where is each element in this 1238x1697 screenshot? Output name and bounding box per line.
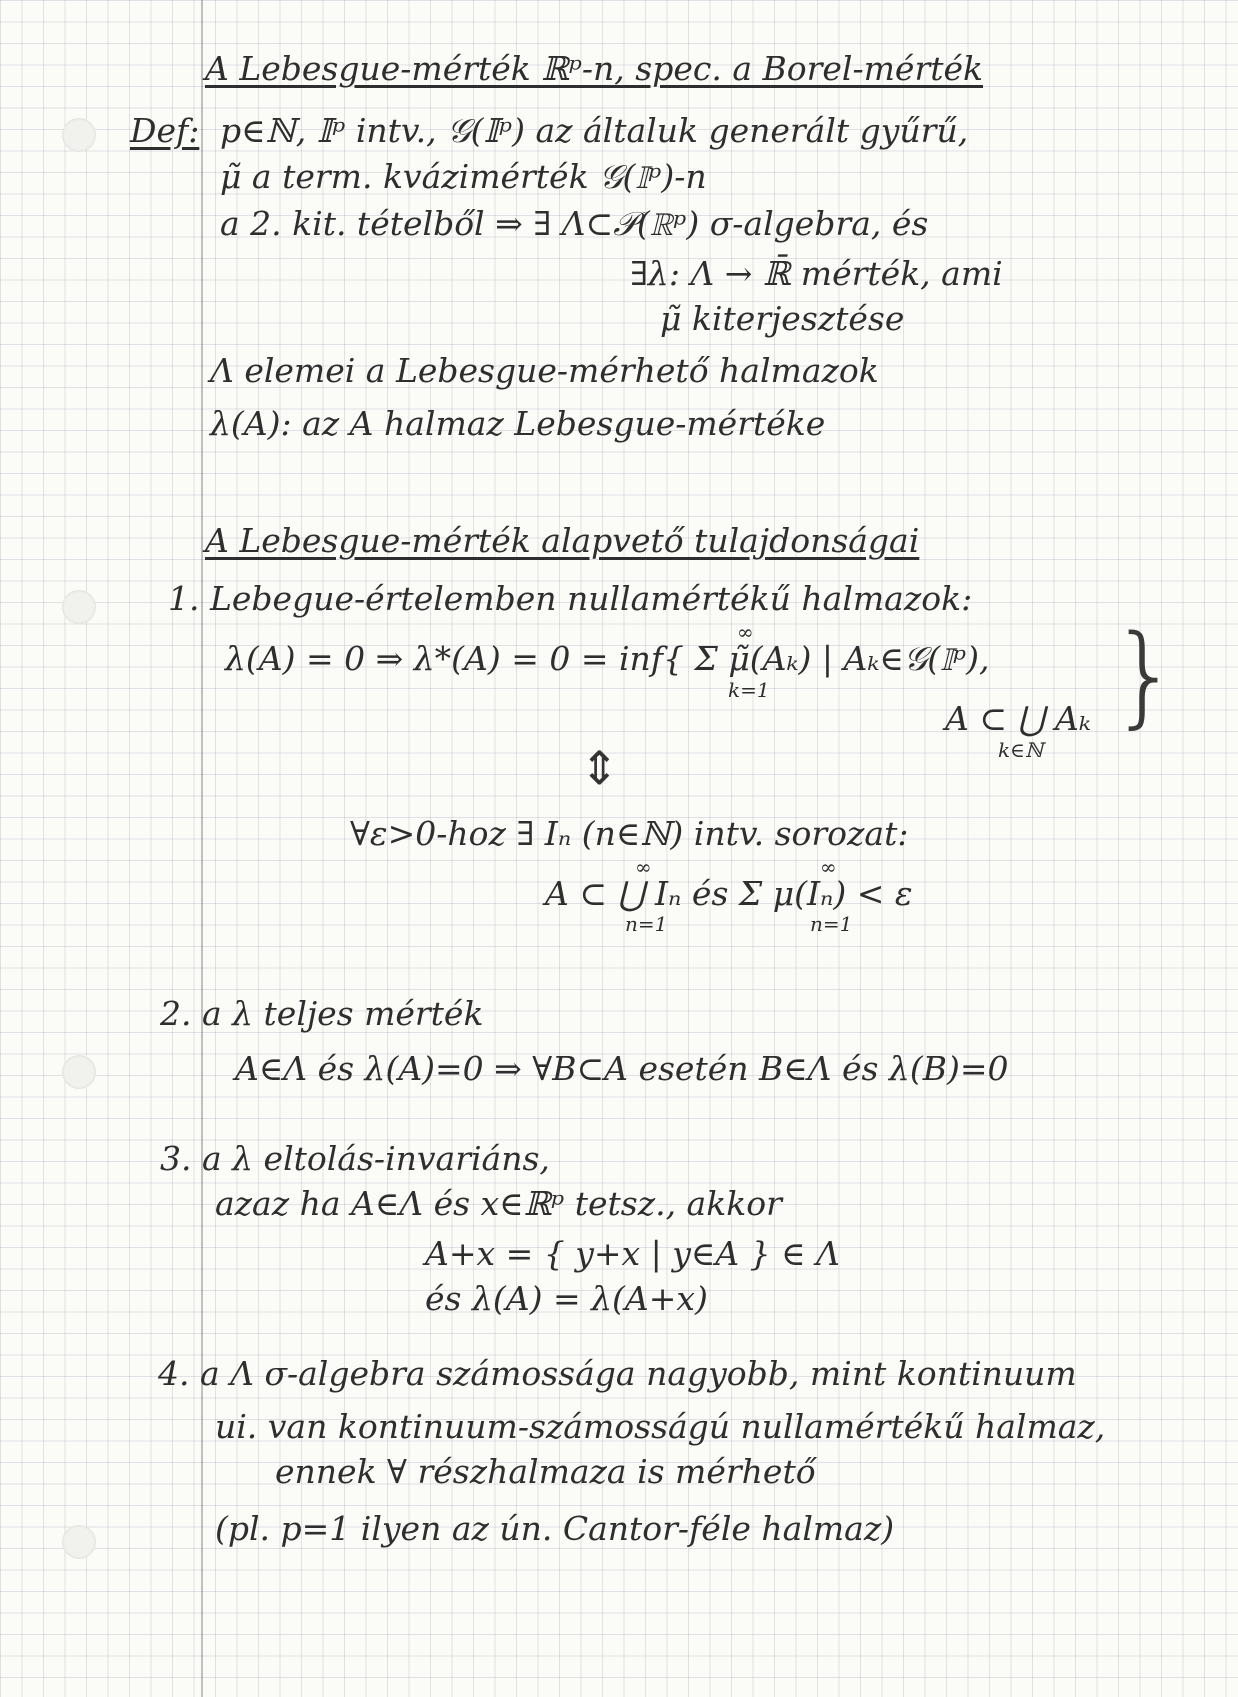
property-3-line: azaz ha A∈Λ és x∈ℝᵖ tetsz., akkor <box>215 1184 782 1223</box>
property-4-line: (pl. p=1 ilyen az ún. Cantor-féle halmaz) <box>215 1509 895 1548</box>
punch-hole <box>62 1055 96 1089</box>
definition-line: λ(A): az A halmaz Lebesgue-mértéke <box>210 404 826 443</box>
punch-hole <box>62 1525 96 1559</box>
property-1-condition: A ⊂ ⋃ Iₙ és Σ μ(Iₙ) < ε <box>545 874 913 913</box>
property-4-line: ennek ∀ részhalmaza is mérhető <box>275 1452 816 1491</box>
closing-brace: } <box>1110 611 1180 739</box>
punch-hole <box>62 118 96 152</box>
property-4-title: 4. a Λ σ-algebra számossága nagyobb, mint kontinuum <box>158 1354 1077 1393</box>
sum-lower-limit: k=1 <box>728 678 770 702</box>
union-lower-limit: k∈ℕ <box>998 738 1044 762</box>
definition-line: p∈ℕ, 𝕀ᵖ intv., 𝒢(𝕀ᵖ) az általuk generált gyűrű, <box>220 111 969 150</box>
sum-upper-limit: ∞ <box>820 855 837 879</box>
definition-line: Λ elemei a Lebesgue-mérhető halmazok <box>210 351 879 390</box>
property-3-line: és λ(A) = λ(A+x) <box>425 1279 708 1318</box>
property-2-title: 2. a λ teljes mérték <box>160 994 484 1033</box>
property-1-formula: λ(A) = 0 ⇒ λ*(A) = 0 = inf{ Σ μ̃(Aₖ) | Aₖ∈𝒢(𝕀ᵖ), <box>225 639 990 678</box>
union-upper-limit: ∞ <box>635 855 652 879</box>
property-2-statement: A∈Λ és λ(A)=0 ⇒ ∀B⊂A esetén B∈Λ és λ(B)=0 <box>235 1049 1009 1088</box>
union-lower-limit: n=1 <box>625 912 668 936</box>
section-heading: A Lebesgue-mérték alapvető tulajdonságai <box>205 521 920 560</box>
margin-line <box>201 0 203 1697</box>
property-1-formula: A ⊂ ⋃ Aₖ <box>945 699 1091 738</box>
property-1-title: 1. Lebegue-értelemben nullamértékű halmazok: <box>168 579 973 618</box>
definition-line: ∃λ: Λ → ℝ̄ mérték, ami <box>630 254 1003 293</box>
property-3-title: 3. a λ eltolás-invariáns, <box>160 1139 550 1178</box>
sum-upper-limit: ∞ <box>737 620 754 644</box>
page-title: A Lebesgue-mérték ℝᵖ-n, spec. a Borel-mérték <box>205 49 984 88</box>
definition-line: a 2. kit. tételből ⇒ ∃ Λ⊂𝒫(ℝᵖ) σ-algebra, és <box>220 204 929 243</box>
definition-line: μ̃ a term. kvázimérték 𝒢(𝕀ᵖ)-n <box>220 157 707 196</box>
equivalence-arrow: ⇕ <box>580 741 619 795</box>
definition-line: μ̃ kiterjesztése <box>660 299 905 338</box>
property-3-line: A+x = { y+x | y∈A } ∈ Λ <box>425 1234 840 1273</box>
sum-lower-limit: n=1 <box>810 912 853 936</box>
property-4-line: ui. van kontinuum-számosságú nullamértékű halmaz, <box>215 1407 1106 1446</box>
definition-label: Def: <box>130 111 200 150</box>
punch-hole <box>62 590 96 624</box>
property-1-condition: ∀ε>0-hoz ∃ Iₙ (n∈ℕ) intv. sorozat: <box>350 814 909 853</box>
